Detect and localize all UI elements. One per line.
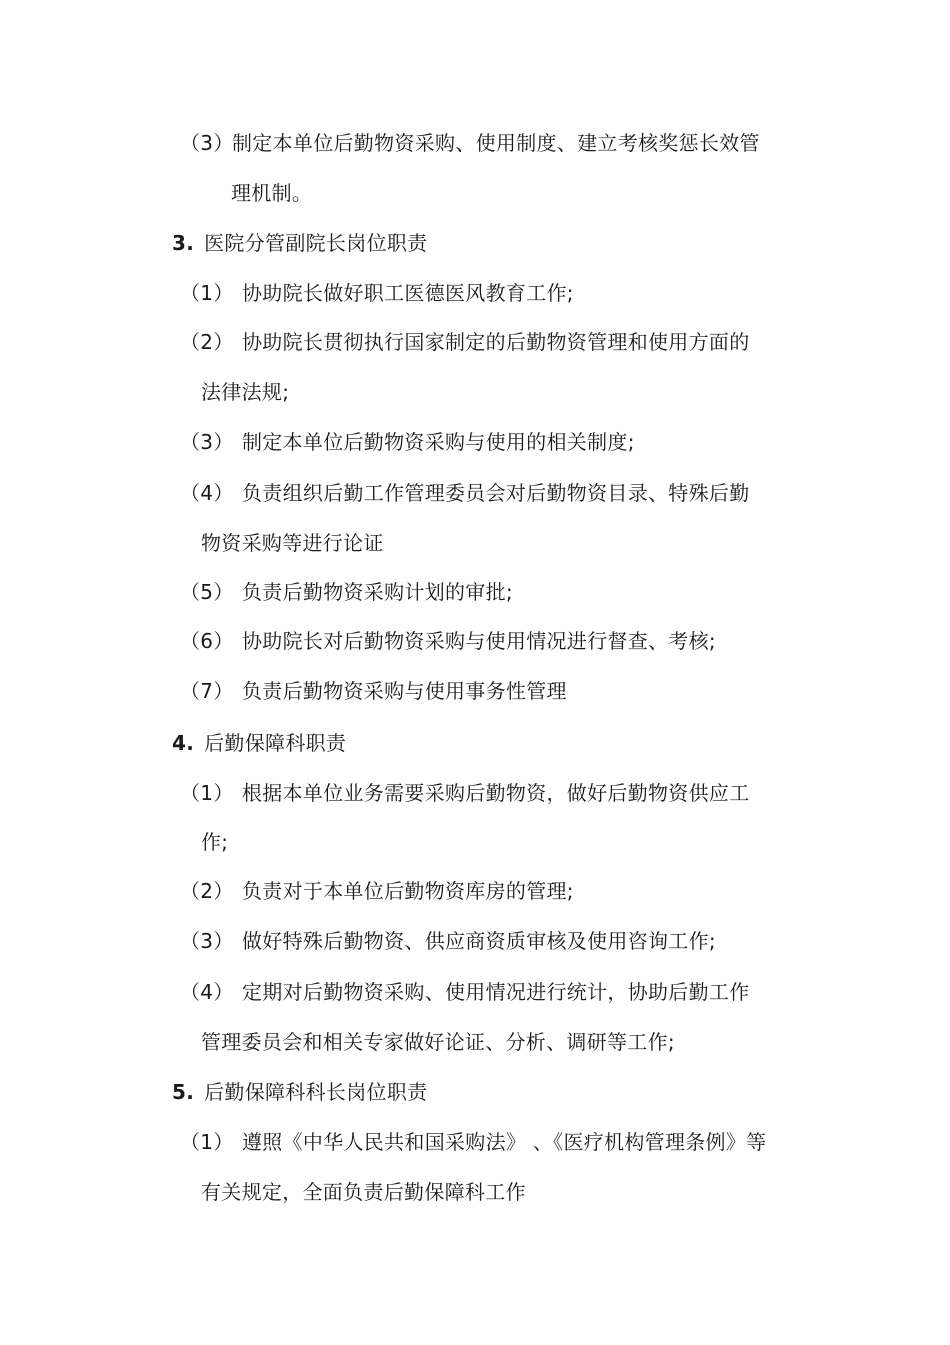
list-item: [180, 481, 750, 505]
section-number: 3.: [172, 231, 195, 255]
list-item-continuation: [201, 1180, 526, 1204]
list-item: [180, 629, 716, 653]
item-text: 协助院长对后勤物资采购与使用情况进行督查、考核;: [242, 629, 716, 653]
list-item: [180, 430, 635, 454]
item-text: 做好特殊后勤物资、供应商资质审核及使用咨询工作;: [242, 929, 716, 953]
item-text: 制定本单位后勤物资采购与使用的相关制度;: [242, 430, 635, 454]
item-text: 管理委员会和相关专家做好论证、分析、调研等工作;: [201, 1030, 675, 1054]
item-number: （6）: [180, 629, 234, 653]
item-text: 负责后勤物资采购计划的审批;: [242, 580, 513, 604]
list-item-continuation: [201, 830, 228, 854]
item-number: （4）: [180, 481, 234, 505]
item-number: （1）: [180, 281, 234, 305]
item-text: 负责组织后勤工作管理委员会对后勤物资目录、特殊后勤: [242, 481, 750, 505]
list-item: [180, 679, 567, 703]
item-number: （5）: [180, 580, 234, 604]
section-heading: [172, 1080, 427, 1104]
item-text: 物资采购等进行论证: [201, 531, 384, 555]
item-text: 理机制。: [231, 181, 313, 205]
item-number: （3）: [180, 929, 234, 953]
list-item-continuation: [201, 380, 289, 404]
item-number: （4）: [180, 980, 234, 1004]
item-number: （2）: [180, 879, 234, 903]
item-text: 有关规定，全面负责后勤保障科工作: [201, 1180, 526, 1204]
list-item: [180, 580, 513, 604]
item-text: 制定本单位后勤物资采购、使用制度、建立考核奖惩长效管: [232, 131, 760, 155]
list-item-continuation: [231, 181, 312, 205]
item-number: （7）: [180, 679, 234, 703]
list-item: [180, 929, 716, 953]
list-item: [180, 330, 750, 354]
list-item: [180, 781, 750, 805]
list-item: [180, 281, 574, 305]
item-text: 协助院长做好职工医德医风教育工作;: [242, 281, 574, 305]
section-title: 后勤保障科职责: [204, 731, 347, 755]
item-number: （1）: [180, 781, 234, 805]
section-heading: [172, 731, 346, 755]
section-title: 医院分管副院长岗位职责: [204, 231, 428, 255]
list-item: [180, 131, 760, 155]
section-heading: [172, 231, 427, 255]
item-number: （3）: [180, 430, 234, 454]
section-number: 4.: [172, 731, 195, 755]
section-title: 后勤保障科科长岗位职责: [204, 1080, 428, 1104]
item-text: 负责后勤物资采购与使用事务性管理: [242, 679, 567, 703]
item-number: （3）: [180, 131, 234, 155]
item-text: 作;: [201, 830, 229, 854]
list-item: [180, 980, 750, 1004]
item-text: 负责对于本单位后勤物资库房的管理;: [242, 879, 574, 903]
section-number: 5.: [172, 1080, 195, 1104]
item-text: 定期对后勤物资采购、使用情况进行统计，协助后勤工作: [242, 980, 750, 1004]
item-number: （2）: [180, 330, 234, 354]
list-item-continuation: [201, 531, 384, 555]
list-item: [180, 1130, 766, 1154]
list-item: [180, 879, 574, 903]
item-text: 遵照《中华人民共和国采购法》 、《医疗机构管理条例》等: [242, 1130, 767, 1154]
item-text: 法律法规;: [201, 380, 290, 404]
item-number: （1）: [180, 1130, 234, 1154]
item-text: 协助院长贯彻执行国家制定的后勤物资管理和使用方面的: [242, 330, 750, 354]
item-text: 根据本单位业务需要采购后勤物资，做好后勤物资供应工: [242, 781, 750, 805]
list-item-continuation: [201, 1030, 675, 1054]
